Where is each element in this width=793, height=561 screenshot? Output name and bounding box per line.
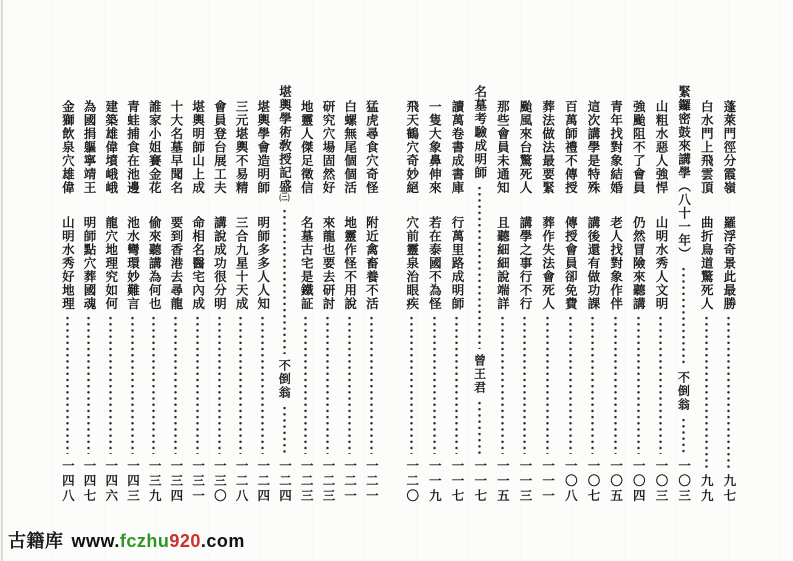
toc-entry-column <box>143 85 165 505</box>
toc-page-number: 一二四 <box>255 458 270 504</box>
dotted-leader <box>283 208 286 355</box>
toc-entry-column <box>121 85 143 505</box>
line-gap <box>570 195 571 216</box>
toc-section-column <box>672 85 695 505</box>
line-gap <box>728 195 729 216</box>
line-gap <box>434 195 435 216</box>
dotted-leader <box>261 315 264 454</box>
toc-page-number: 一三四 <box>168 458 183 504</box>
line-gap <box>660 195 661 216</box>
line-gap <box>456 195 457 216</box>
toc-entry-line2: 地靈作怪不用說 <box>342 215 357 310</box>
toc-page-number: 一三九 <box>147 458 162 504</box>
toc-entry-column <box>230 85 252 505</box>
toc-entry-line2: 老人找對象作伴 <box>608 215 623 310</box>
toc-entry-line1: 強颱阻不了會員 <box>631 100 646 195</box>
dotted-leader <box>174 315 177 454</box>
toc-section-volume-mark: (三) <box>279 193 290 203</box>
toc-page-number: 一四六 <box>103 458 118 504</box>
toc-page-number: 一〇四 <box>631 458 646 504</box>
toc-entry-column <box>536 85 559 505</box>
dotted-leader <box>614 315 617 454</box>
toc-entry-column <box>317 85 339 505</box>
line-gap <box>638 195 639 216</box>
toc-page-number: 一四七 <box>82 458 97 504</box>
toc-entry-column <box>717 85 740 505</box>
toc-entry-column <box>513 85 536 505</box>
dotted-leader <box>478 400 481 454</box>
toc-entry-line2: 且聽細細說端詳 <box>495 215 510 310</box>
toc-page-number: 九九 <box>699 473 714 504</box>
toc-author-name: 不倒翁 <box>676 371 691 412</box>
toc-entry-line1: 讀萬卷書成書庫 <box>450 100 465 195</box>
toc-entry-line2: 曲折鳥道驚死人 <box>699 215 714 310</box>
toc-entry-line1: 飛天鶴穴奇妙絕 <box>404 100 419 195</box>
toc-entry-line1: 研究穴場固然好 <box>320 100 335 195</box>
line-gap <box>110 195 111 216</box>
toc-entry-line2: 名墓古宅是鐵証 <box>299 215 314 310</box>
toc-section-title: 堪輿學術敎授記盛(三) <box>277 85 292 203</box>
line-gap <box>547 195 548 216</box>
toc-entry-line1: 葬法做法最要緊 <box>540 100 555 195</box>
line-gap <box>592 195 593 216</box>
toc-entry-line2: 明師多多人人知 <box>255 215 270 310</box>
toc-entry-line2: 若在泰國不為怪 <box>427 215 442 310</box>
toc-entry-column <box>252 85 274 505</box>
line-gap <box>262 195 263 216</box>
toc-entry-column <box>423 85 446 505</box>
toc-page-number: 一一七 <box>450 458 465 504</box>
line-gap <box>371 195 372 216</box>
toc-entry-line2: 附近禽畜養不活 <box>364 215 379 310</box>
line-gap <box>88 195 89 216</box>
toc-entry-line1: 一隻大象鼻伸來 <box>427 100 442 195</box>
toc-left-page <box>56 85 382 505</box>
toc-page-number: 一二一 <box>364 458 379 504</box>
toc-entry-line1: 堪輿明師山上成 <box>190 100 205 195</box>
dotted-leader <box>131 315 134 454</box>
toc-entry-column <box>187 85 209 505</box>
dotted-leader <box>152 315 155 454</box>
toc-entry-column <box>491 85 514 505</box>
dotted-leader <box>433 315 436 454</box>
toc-entry-line2: 龍穴地理究如何 <box>103 215 118 310</box>
toc-entry-line1: 颱風來台驚死人 <box>518 100 533 195</box>
toc-entry-line2: 講學之事行不行 <box>518 215 533 310</box>
toc-entry-line2: 明師點穴葬國魂 <box>82 215 97 310</box>
toc-page-number: 一一九 <box>427 458 442 504</box>
toc-page-number: 一一三 <box>518 458 533 504</box>
toc-page-number: 一一五 <box>495 458 510 504</box>
toc-entry-column <box>581 85 604 505</box>
watermark-url-suffix: .com <box>200 531 245 551</box>
dotted-leader <box>682 266 685 367</box>
toc-entry-line1: 三元堪輿不易精 <box>234 100 249 195</box>
line-gap <box>706 195 707 216</box>
dotted-leader <box>109 315 112 454</box>
toc-entry-line1: 青年找對象結婚 <box>608 100 623 195</box>
toc-page-number: 一三一 <box>190 458 205 504</box>
toc-page-number: 一〇三 <box>653 458 668 504</box>
line-gap <box>132 195 133 216</box>
toc-entry-line2: 命相名醫宅內成 <box>190 215 205 310</box>
toc-entry-line1: 猛虎尋食穴奇怪 <box>364 100 379 195</box>
dotted-leader <box>370 315 373 454</box>
toc-page-number: 一三〇 <box>212 458 227 504</box>
toc-page-number: 九七 <box>721 473 736 504</box>
toc-entry-column <box>295 85 317 505</box>
toc-page-number: 一四三 <box>125 458 140 504</box>
toc-entry-column <box>339 85 361 505</box>
toc-entry-column <box>165 85 187 505</box>
dotted-leader <box>196 315 199 454</box>
toc-section-column <box>468 85 491 505</box>
toc-entry-line2: 仍然冒險來聽講 <box>631 215 646 310</box>
toc-entry-column <box>56 85 78 505</box>
dotted-leader <box>283 405 286 454</box>
dotted-leader <box>523 315 526 454</box>
watermark-url-www: www. <box>71 531 120 551</box>
line-gap <box>67 195 68 216</box>
toc-entry-column <box>360 85 382 505</box>
toc-entry-line1: 白螺無尾個個活 <box>342 100 357 195</box>
dotted-leader <box>348 315 351 454</box>
line-gap <box>615 195 616 216</box>
toc-entry-line1: 十大名墓早聞名 <box>168 100 183 195</box>
dotted-leader <box>501 315 504 454</box>
toc-page-number: 一〇三 <box>676 458 691 505</box>
dotted-leader <box>218 315 221 454</box>
toc-entry-line2: 要到香港去尋龍 <box>168 215 183 310</box>
line-gap <box>524 195 525 216</box>
toc-entry-line2: 池水彎環妙難言 <box>125 215 140 310</box>
watermark-url-red: 920 <box>169 531 201 551</box>
toc-right-page <box>400 85 740 505</box>
toc-page-number: 一二四 <box>277 458 292 504</box>
toc-entry-column <box>604 85 627 505</box>
line-gap <box>153 195 154 216</box>
toc-entry-column <box>649 85 672 505</box>
dotted-leader <box>326 315 329 454</box>
toc-entry-line1: 那些會員未通知 <box>495 100 510 195</box>
dotted-leader <box>569 315 572 454</box>
toc-page-number: 一二三 <box>320 458 335 504</box>
line-gap <box>219 195 220 216</box>
toc-page-number: 一〇七 <box>585 458 600 504</box>
toc-entry-line1: 山粗水惡人強悍 <box>653 100 668 195</box>
line-gap <box>175 195 176 216</box>
dotted-leader <box>410 315 413 454</box>
toc-entry-line2: 穴前靈泉治眼疾 <box>404 215 419 310</box>
toc-entry-column <box>208 85 230 505</box>
toc-entry-column <box>627 85 650 505</box>
toc-entry-column <box>695 85 718 505</box>
toc-author-name: 曾王君 <box>472 354 487 395</box>
toc-entry-line1: 蓬萊門徑分霞嶺 <box>721 100 736 195</box>
dotted-leader <box>66 315 69 454</box>
toc-page-number: 一〇五 <box>608 458 623 504</box>
toc-page-number: 一二八 <box>234 458 249 504</box>
line-gap <box>411 195 412 216</box>
dotted-leader <box>727 315 730 469</box>
toc-author-name: 不倒翁 <box>277 359 292 400</box>
line-gap <box>305 195 306 216</box>
dotted-leader <box>682 417 685 454</box>
toc-page-number: 一四八 <box>60 458 75 504</box>
dotted-leader <box>591 315 594 454</box>
dotted-leader <box>478 185 481 350</box>
dotted-leader <box>705 315 708 469</box>
toc-entry-line2: 三合九星十天成 <box>234 215 249 310</box>
toc-entry-line2: 偷來聽講為何也 <box>147 215 162 310</box>
toc-entry-line2: 山明水秀人文明 <box>653 215 668 310</box>
watermark-url-green: fczhu <box>119 531 170 551</box>
toc-entry-line1: 為國捐軀寧靖王 <box>82 100 97 195</box>
dotted-leader <box>87 315 90 454</box>
line-gap <box>349 195 350 216</box>
toc-entry-column <box>78 85 100 505</box>
dotted-leader <box>455 315 458 454</box>
dotted-leader <box>637 315 640 454</box>
toc-page-number: 一二一 <box>342 458 357 504</box>
toc-entry-line2: 羅浮奇景此最勝 <box>721 215 736 310</box>
toc-entry-line1: 堪輿學會造明師 <box>255 100 270 195</box>
line-gap <box>240 195 241 216</box>
toc-page-number: 一一一 <box>540 458 555 504</box>
watermark <box>8 527 245 553</box>
toc-entry-line2: 行萬里路成明師 <box>450 215 465 310</box>
line-gap <box>502 195 503 216</box>
toc-page-number: 一〇八 <box>563 458 578 504</box>
toc-entry-column <box>559 85 582 505</box>
toc-page-number: 一二三 <box>299 458 314 504</box>
toc-entry-line1: 誰家小姐賽金花 <box>147 100 162 195</box>
toc-entry-line2: 來龍也要去研討 <box>320 215 335 310</box>
scan-edge-line <box>1 0 3 561</box>
dotted-leader <box>239 315 242 454</box>
toc-entry-column <box>100 85 122 505</box>
toc-entry-line2: 山明水秀好地理 <box>60 215 75 310</box>
toc-entry-line1: 地靈人傑足徵信 <box>299 100 314 195</box>
toc-section-column <box>273 85 295 505</box>
watermark-library-name: 古籍库 <box>8 531 64 551</box>
toc-entry-line1: 金獅飲泉穴雄偉 <box>60 100 75 195</box>
line-gap <box>197 195 198 216</box>
toc-entry-column <box>445 85 468 505</box>
toc-entry-line1: 青蛙捕食在池邊 <box>125 100 140 195</box>
toc-entry-line2: 傳授會員卻免費 <box>563 215 578 310</box>
toc-section-title: 名墓考驗成明師 <box>472 85 487 180</box>
dotted-leader <box>546 315 549 454</box>
line-gap <box>327 195 328 216</box>
toc-page-number: 一二〇 <box>404 458 419 504</box>
dotted-leader <box>659 315 662 454</box>
toc-entry-line1: 這次講學是特殊 <box>585 100 600 195</box>
dotted-leader <box>304 315 307 454</box>
toc-entry-line2: 講說成功很分明 <box>212 215 227 310</box>
toc-entry-line1: 白水門上飛雲頂 <box>699 100 714 195</box>
toc-entry-column <box>400 85 423 505</box>
toc-entry-line1: 會員登台展工夫 <box>212 100 227 195</box>
toc-section-title: 緊鑼密鼓來講學（八十一年） <box>676 85 691 261</box>
toc-entry-line1: 建築雄偉墳峨峨 <box>103 100 118 195</box>
toc-entry-line1: 百萬師禮不傳授 <box>563 100 578 195</box>
toc-page-number: 一一七 <box>472 458 487 505</box>
toc-entry-line2: 講後還有做功課 <box>585 215 600 310</box>
toc-entry-line2: 葬作失法會死人 <box>540 215 555 310</box>
